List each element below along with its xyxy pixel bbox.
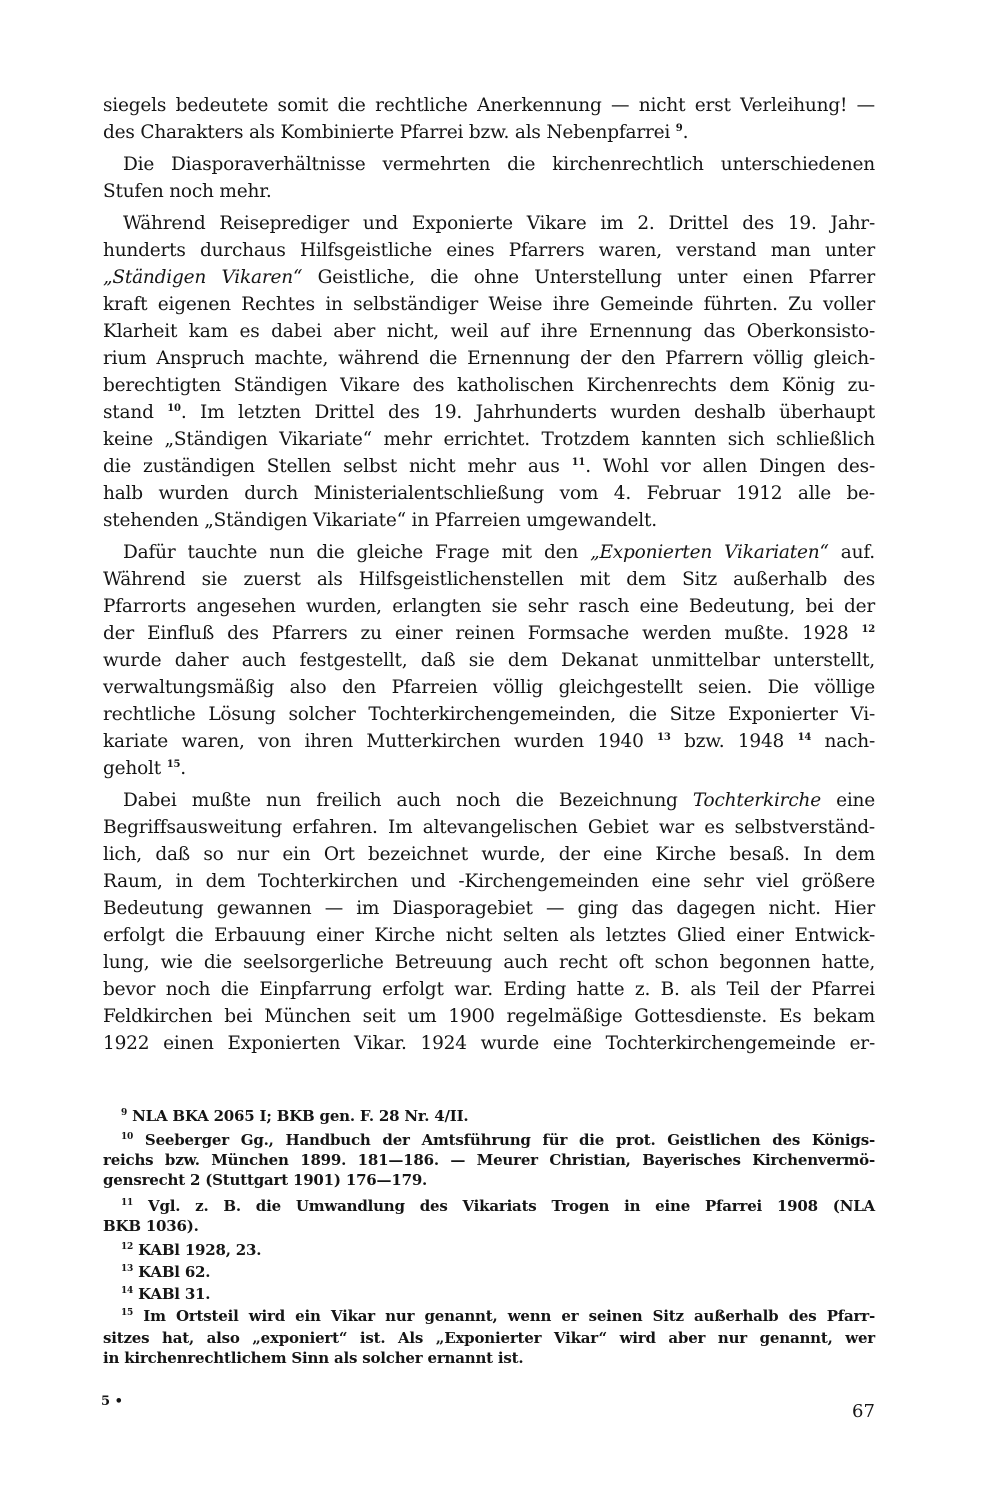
text-run: siegels bedeutete somit die rechtliche Anerkennung — nicht erst Verleihung! — <box>103 95 875 116</box>
footnote-line <box>121 1306 875 1326</box>
text-line <box>103 426 875 453</box>
text-run: NLA BKA 2065 I; BKB gen. F. 28 Nr. 4/II. <box>127 1107 469 1125</box>
text-line <box>103 453 875 480</box>
text-line <box>103 566 875 593</box>
text-line <box>123 210 875 237</box>
footnote-line <box>121 1262 875 1282</box>
footnote-ref: 13 <box>657 732 671 743</box>
text-run: des Charakters als Kombinierte Pfarrei bzw. als Nebenpfarrei <box>103 122 676 143</box>
page-number: 67 <box>852 1401 875 1422</box>
text-line <box>103 922 875 949</box>
text-line <box>103 345 875 372</box>
text-line <box>103 119 875 146</box>
footnote-ref: 11 <box>571 457 586 468</box>
text-run: KABl 31. <box>133 1285 211 1303</box>
text-run: Während Reiseprediger und Exponierte Vikare im 2. Drittel des 19. Jahr- <box>123 213 875 234</box>
text-line <box>103 480 875 507</box>
text-run: Vgl. z. B. die Umwandlung des Vikariats Trogen in eine Pfarrei 1908 (NLA <box>133 1197 875 1215</box>
text-run: sitzes hat, also „exponiert“ ist. Als „Exponierter Vikar“ wird aber nur genannt, wer <box>103 1329 875 1347</box>
footnote-line <box>103 1348 875 1368</box>
text-line <box>103 620 875 647</box>
text-line <box>123 787 875 814</box>
text-run: . Wohl vor allen Dingen des- <box>585 456 875 477</box>
text-run: Bedeutung gewannen — im Diasporagebiet — ging das dagegen nicht. Hier <box>103 898 875 919</box>
footnote-ref: 15 <box>166 759 181 770</box>
text-run: geholt <box>103 758 167 779</box>
footnote-line <box>103 1170 875 1190</box>
footnote-ref: 10 <box>121 1132 134 1142</box>
text-line <box>103 647 875 674</box>
text-run: Pfarrorts angesehen wurden, erlangten sie sehr rasch eine Bedeutung, bei der <box>103 596 875 617</box>
emphasis-text: „Exponierten Vikariaten“ <box>590 542 829 563</box>
text-run: KABl 1928, 23. <box>133 1241 262 1259</box>
text-run: die zuständigen Stellen selbst nicht mehr aus <box>103 456 572 477</box>
text-run: BKB 1036). <box>103 1217 199 1235</box>
text-run: kariate waren, von ihren Mutterkirchen wurden 1940 <box>103 731 658 752</box>
text-run: kraft eigenen Rechtes in selbständiger Weise ihre Gemeinde führten. Zu voller <box>103 294 875 315</box>
text-run: Klarheit kam es dabei aber nicht, weil auf ihre Ernennung das Oberkonsisto- <box>103 321 875 342</box>
text-run: rium Anspruch machte, während die Ernennung der den Pfarrern völlig gleich- <box>103 348 875 369</box>
text-run: keine „Ständigen Vikariate“ mehr errichtet. Trotzdem kannten sich schließlich <box>103 429 875 450</box>
text-line <box>103 976 875 1003</box>
footnote-ref: 9 <box>675 123 683 134</box>
text-run: . <box>682 122 689 143</box>
text-run: Dabei mußte nun freilich auch noch die Bezeichnung <box>123 790 693 811</box>
text-run: lung, wie die seelsorgerliche Betreuung auch recht oft schon begonnen hatte, <box>103 952 875 973</box>
footnote-line <box>121 1196 875 1216</box>
text-run: . <box>180 758 186 779</box>
text-run: 1922 einen Exponierten Vikar. 1924 wurde eine Tochterkirchengemeinde er- <box>103 1033 875 1054</box>
text-run: KABl 62. <box>133 1263 211 1281</box>
footnote-ref: 15 <box>121 1308 134 1318</box>
text-run: lich, daß so nur ein Ort bezeichnet wurde, der eine Kirche besaß. In dem <box>103 844 875 865</box>
text-run: Stufen noch mehr. <box>103 181 272 202</box>
text-line <box>103 728 875 755</box>
text-run: wurde daher auch festgestellt, daß sie dem Dekanat unmittelbar unterstellt, <box>103 650 875 671</box>
footnote-line <box>121 1106 875 1126</box>
text-line <box>103 318 875 345</box>
text-run: bevor noch die Einpfarrung erfolgt war. Erding hatte z. B. als Teil der Pfarrei <box>103 979 875 1000</box>
signature-mark: 5 • <box>101 1394 123 1409</box>
text-run: der Einfluß des Pfarrers zu einer reinen Formsache werden mußte. 1928 <box>103 623 862 644</box>
footnote-ref: 14 <box>121 1286 134 1296</box>
footnote-line <box>103 1150 875 1170</box>
text-run: erfolgt die Erbauung einer Kirche nicht selten als letztes Glied einer Entwick- <box>103 925 875 946</box>
text-line <box>103 264 875 291</box>
text-run: halb wurden durch Ministerialentschließung vom 4. Februar 1912 alle be- <box>103 483 875 504</box>
text-run: Während sie zuerst als Hilfsgeistlichenstellen mit dem Sitz außerhalb des <box>103 569 875 590</box>
text-run: Die Diasporaverhältnisse vermehrten die kirchenrechtlich unterschiedenen <box>123 154 875 175</box>
text-run: stehenden „Ständigen Vikariate“ in Pfarreien umgewandelt. <box>103 510 657 531</box>
footnote-line <box>103 1216 875 1236</box>
text-run: berechtigten Ständigen Vikare des katholischen Kirchenrechts dem König zu- <box>103 375 875 396</box>
text-line <box>123 151 875 178</box>
text-run: reichs bzw. München 1899. 181—186. — Meurer Christian, Bayerisches Kirchenvermö- <box>103 1151 875 1169</box>
text-line <box>123 539 875 566</box>
text-line <box>103 399 875 426</box>
footnote-line <box>121 1130 875 1150</box>
text-run: nach- <box>811 731 875 752</box>
text-run: stand <box>103 402 168 423</box>
text-line <box>103 237 875 264</box>
footnote-ref: 11 <box>121 1198 134 1208</box>
text-line <box>103 814 875 841</box>
text-line <box>103 92 875 119</box>
footnote-ref: 12 <box>861 624 875 635</box>
text-line <box>103 895 875 922</box>
text-run: hunderts durchaus Hilfsgeistliche eines Pfarrers waren, verstand man unter <box>103 240 875 261</box>
text-run: Raum, in dem Tochterkirchen und -Kirchengemeinden eine sehr viel größere <box>103 871 875 892</box>
text-run: Geistliche, die ohne Unterstellung unter einen Pfarrer <box>302 267 875 288</box>
footnote-line <box>121 1240 875 1260</box>
text-run: . Im letzten Drittel des 19. Jahrhunderts wurden deshalb überhaupt <box>180 402 875 423</box>
text-run: auf. <box>828 542 875 563</box>
text-line <box>103 1030 875 1057</box>
footnote-line <box>103 1328 875 1348</box>
text-line <box>103 701 875 728</box>
emphasis-text: Tochterkirche <box>692 790 821 811</box>
text-line <box>103 674 875 701</box>
text-run: Seeberger Gg., Handbuch der Amtsführung für die prot. Geistlichen des Königs- <box>133 1131 875 1149</box>
text-line <box>103 755 875 782</box>
footnote-ref: 10 <box>167 403 181 414</box>
text-run: in kirchenrechtlichem Sinn als solcher ernannt ist. <box>103 1349 524 1367</box>
footnote-ref: 12 <box>121 1242 134 1252</box>
emphasis-text: „Ständigen Vikaren“ <box>103 267 303 288</box>
text-line <box>103 291 875 318</box>
text-line <box>103 178 875 205</box>
text-line <box>103 507 875 534</box>
text-run: Begriffsausweitung erfahren. Im altevangelischen Gebiet war es selbstverständ- <box>103 817 875 838</box>
text-run: Im Ortsteil wird ein Vikar nur genannt, wenn er seinen Sitz außerhalb des Pfarr- <box>133 1307 875 1325</box>
text-run: verwaltungsmäßig also den Pfarreien völlig gleichgestellt seien. Die völlige <box>103 677 875 698</box>
text-run: bzw. 1948 <box>670 731 798 752</box>
text-line <box>103 868 875 895</box>
footnote-ref: 14 <box>797 732 812 743</box>
text-line <box>103 949 875 976</box>
text-line <box>103 841 875 868</box>
text-run: Dafür tauchte nun die gleiche Frage mit den <box>123 542 591 563</box>
footnote-ref: 13 <box>121 1264 134 1274</box>
text-run: gensrecht 2 (Stuttgart 1901) 176—179. <box>103 1171 428 1189</box>
text-run: rechtliche Lösung solcher Tochterkirchengemeinden, die Sitze Exponierter Vi- <box>103 704 875 725</box>
text-line <box>103 1003 875 1030</box>
footnote-line <box>121 1284 875 1304</box>
text-run: Feldkirchen bei München seit um 1900 regelmäßige Gottesdienste. Es bekam <box>103 1006 875 1027</box>
text-line <box>103 372 875 399</box>
text-line <box>103 593 875 620</box>
text-run: eine <box>820 790 876 811</box>
footnote-ref: 9 <box>121 1108 128 1118</box>
